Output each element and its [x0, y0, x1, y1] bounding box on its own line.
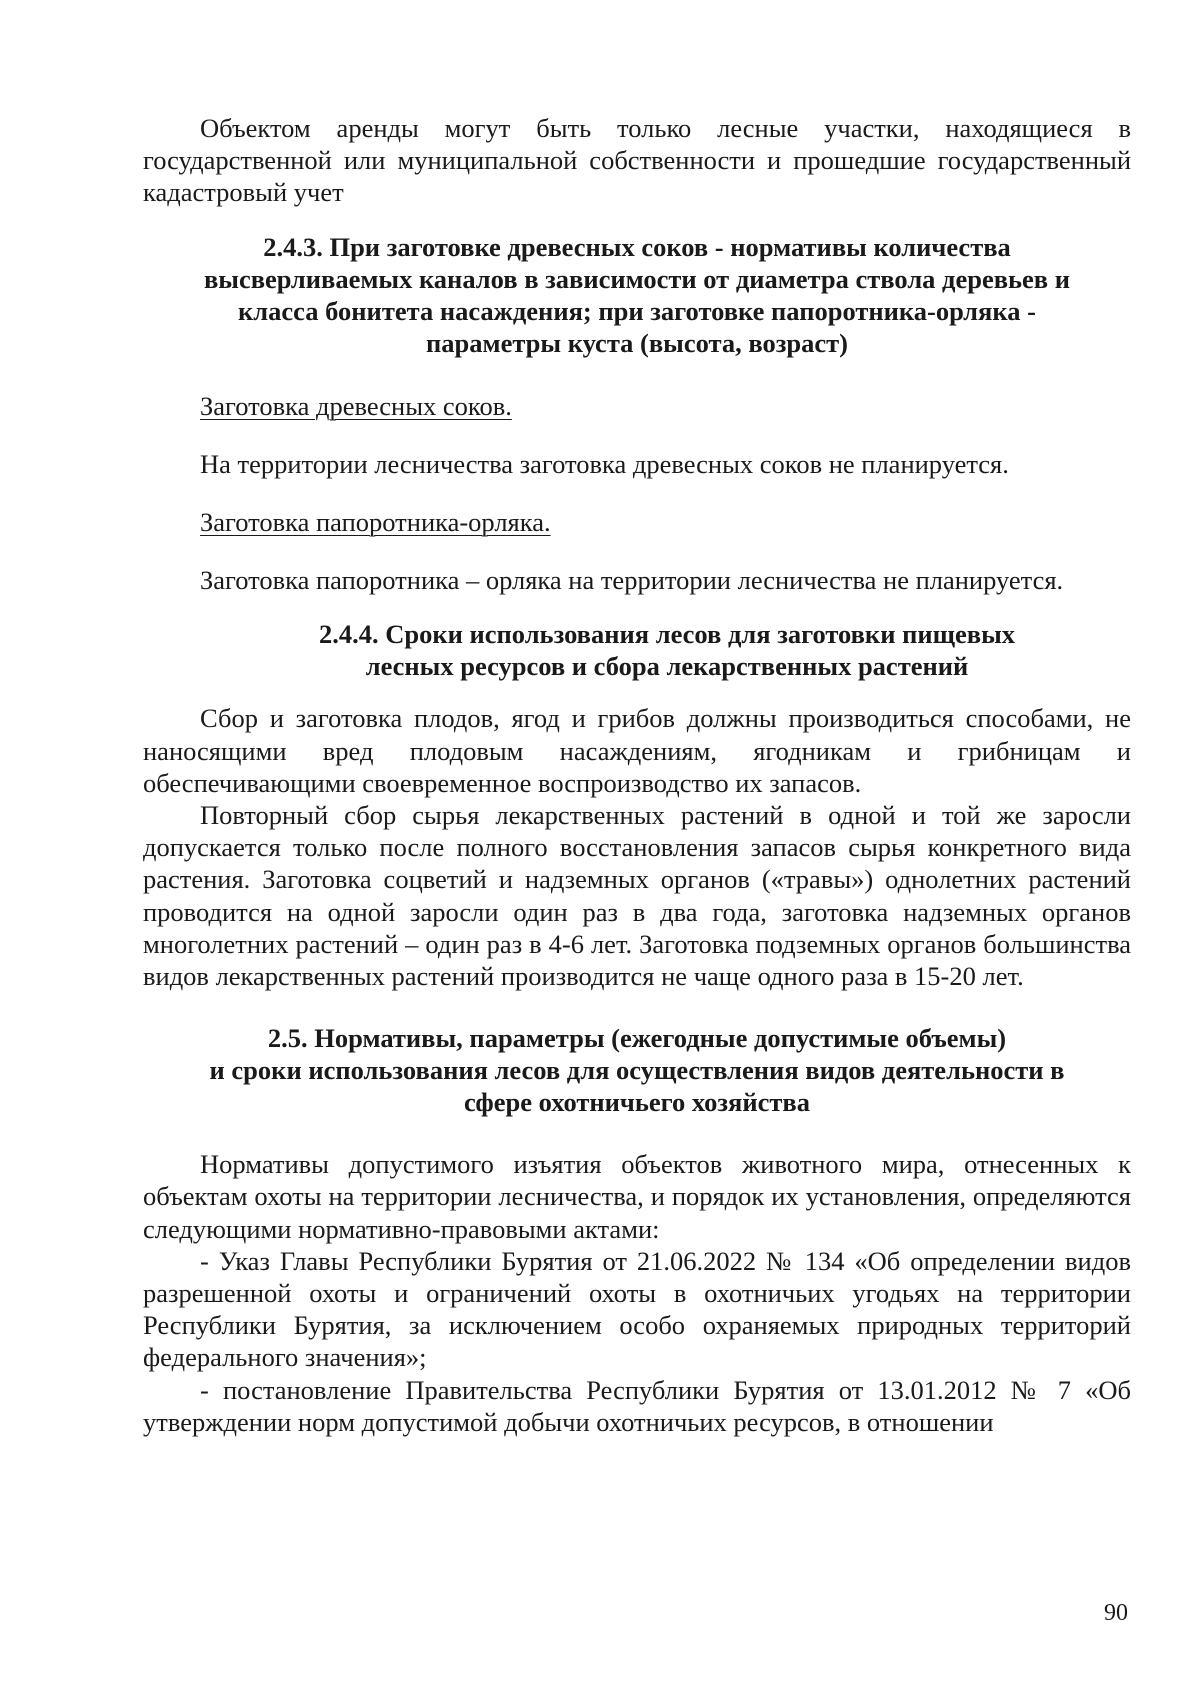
section-2-4-4-paragraph-2: Повторный сбор сырья лекарственных растений в одной и той же заросли допускается только после полного восстановления запасов сырья конкретного вида растения. Заготовка соцветий и надземных органов («травы») однолетних растений проводится на одной заросли один раз в два года, заготовка надземных органов многолетних растений – один раз в 4-6 лет. Заготовка подземных органов большинства видов лекарственных растений производится не чаще одного раза в 15-20 лет.: [143, 800, 1131, 992]
section-2-5-list-item-1: - Указ Главы Республики Бурятия от 21.06.2022 № 134 «Об определении видов разрешенной охоты и ограничений охоты в охотничьих угодьях на территории Республики Бурятия, за исключением особо охраняемых природных территорий федерального значения»;: [143, 1245, 1131, 1373]
text-sap: На территории лесничества заготовка древесных соков не планируется.: [200, 448, 1009, 479]
section-2-4-3-heading: 2.4.3. При заготовке древесных соков - нормативы количества высверливаемых каналов в зависимости от диаметра ствола деревьев и класса бонитета насаждения; при заготовке папоротника-орляка - параметры куста (высота, возраст): [203, 231, 1071, 358]
document-page: [143, 112, 1131, 1438]
text-fern: Заготовка папоротника – орляка на территории лесничества не планируется.: [200, 565, 1064, 596]
section-2-5-heading: [143, 1022, 1131, 1118]
section-2-5-heading-line-2: и сроки использования лесов для осуществления видов деятельности в: [209, 1055, 1065, 1086]
section-2-5-list-item-2: - постановление Правительства Республики Бурятия от 13.01.2012 № 7 «Об утверждении норм допустимой добычи охотничьих ресурсов, в отношении: [143, 1374, 1131, 1437]
subheading-sap: Заготовка древесных соков.: [200, 390, 512, 421]
section-2-4-4-paragraph-1: Сбор и заготовка плодов, ягод и грибов должны производиться способами, не наносящими вред плодовым насаждениям, ягодникам и грибницам и обеспечивающими своевременное воспроизводство их запасов.: [143, 703, 1131, 798]
page-number: 90: [1104, 1600, 1128, 1626]
section-2-4-4-heading: 2.4.4. Сроки использования лесов для заготовки пищевых лесных ресурсов и сбора лекарственных растений: [318, 619, 1016, 682]
subheading-fern: Заготовка папоротника-орляка.: [200, 507, 551, 538]
section-2-5-heading-line-1: 2.5. Нормативы, параметры (ежегодные допустимые объемы): [267, 1023, 1007, 1054]
intro-paragraph: Объектом аренды могут быть только лесные участки, находящиеся в государственной или муниципальной собственности и прошедшие государственный кадастровый учет: [143, 113, 1131, 208]
section-2-5-heading-line-3: сфере охотничьего хозяйства: [464, 1087, 810, 1118]
section-2-5-paragraph-1: Нормативы допустимого изъятия объектов животного мира, отнесенных к объектам охоты на территории лесничества, и порядок их установления, определяются следующими нормативно-правовыми актами:: [143, 1149, 1131, 1244]
